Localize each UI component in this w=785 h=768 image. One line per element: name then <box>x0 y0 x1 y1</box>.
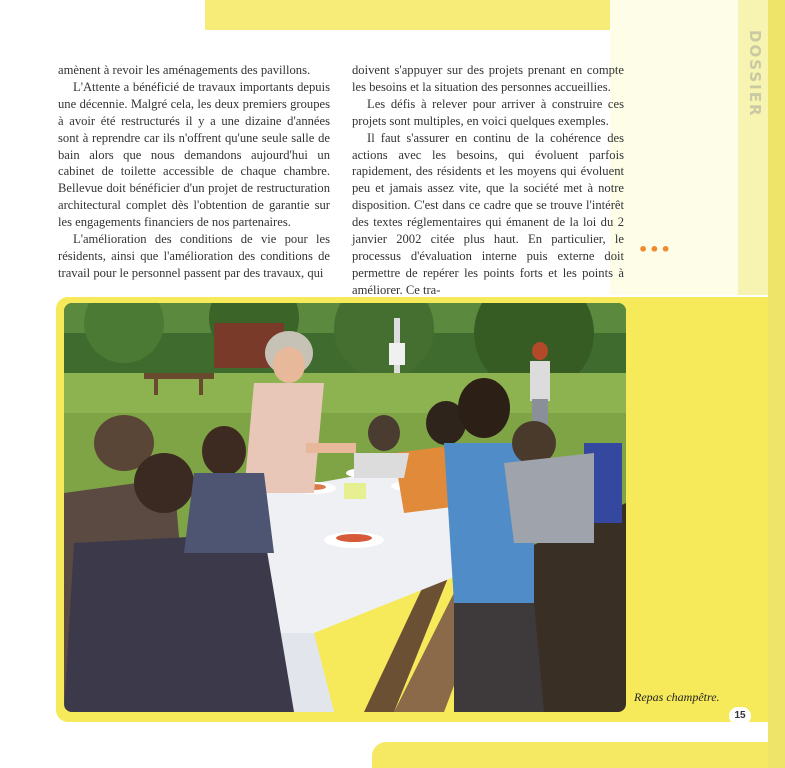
page-number: 15 <box>729 707 751 725</box>
photo-caption: Repas champêtre. <box>634 690 720 704</box>
picnic-photo <box>64 303 626 712</box>
right-text-column <box>352 62 624 299</box>
paragraph: L'Attente a bénéficié de travaux importants depuis une décennie. Malgré cela, les deux premiers groupes à avoir été restructurés il y a une dizaine d'années sont à reprendre car ils n'offrent qu'une seule salle de bain alors que nous demandons aujourd'hui un cabinet de toilette accessible de chaque chambre. Bellevue doit bénéficier d'un projet de restructuration architectural complet dès l'obtention de garantie sur les engagements financiers de nos partenaires. <box>58 79 330 230</box>
paragraph: doivent s'appuyer sur des projets prenant en compte les besoins et la situation des personnes accueillies. <box>352 63 624 94</box>
bottom-yellow-band <box>372 742 768 768</box>
left-text-column <box>58 62 330 282</box>
section-label: DOSSIER <box>746 30 764 118</box>
paragraph: amènent à revoir les aménagements des pavillons. <box>58 63 311 77</box>
continuation-dots: ••• <box>638 240 672 259</box>
right-edge-band <box>768 0 785 768</box>
paragraph: L'amélioration des conditions de vie pour les résidents, ainsi que l'amélioration des conditions de travail pour le personnel passent par des travaux, qui <box>58 232 330 280</box>
paragraph: Les défis à relever pour arriver à construire ces projets sont multiples, en voici quelques exemples. <box>352 96 624 128</box>
paragraph: Il faut s'assurer en continu de la cohérence des actions avec les besoins, qui évoluent parfois rapidement, des résidents et les moyens qui évoluent peu et jamais assez vite, que la société met à notre disposition. C'est dans ce cadre que se trouve l'intérêt des textes réglementaires qui émanent de la loi du 2 janvier 2002 citée plus haut. En particulier, le processus d'évaluation interne puis externe doit permettre de repérer les points forts et les points à améliorer. Ce tra- <box>352 130 624 297</box>
